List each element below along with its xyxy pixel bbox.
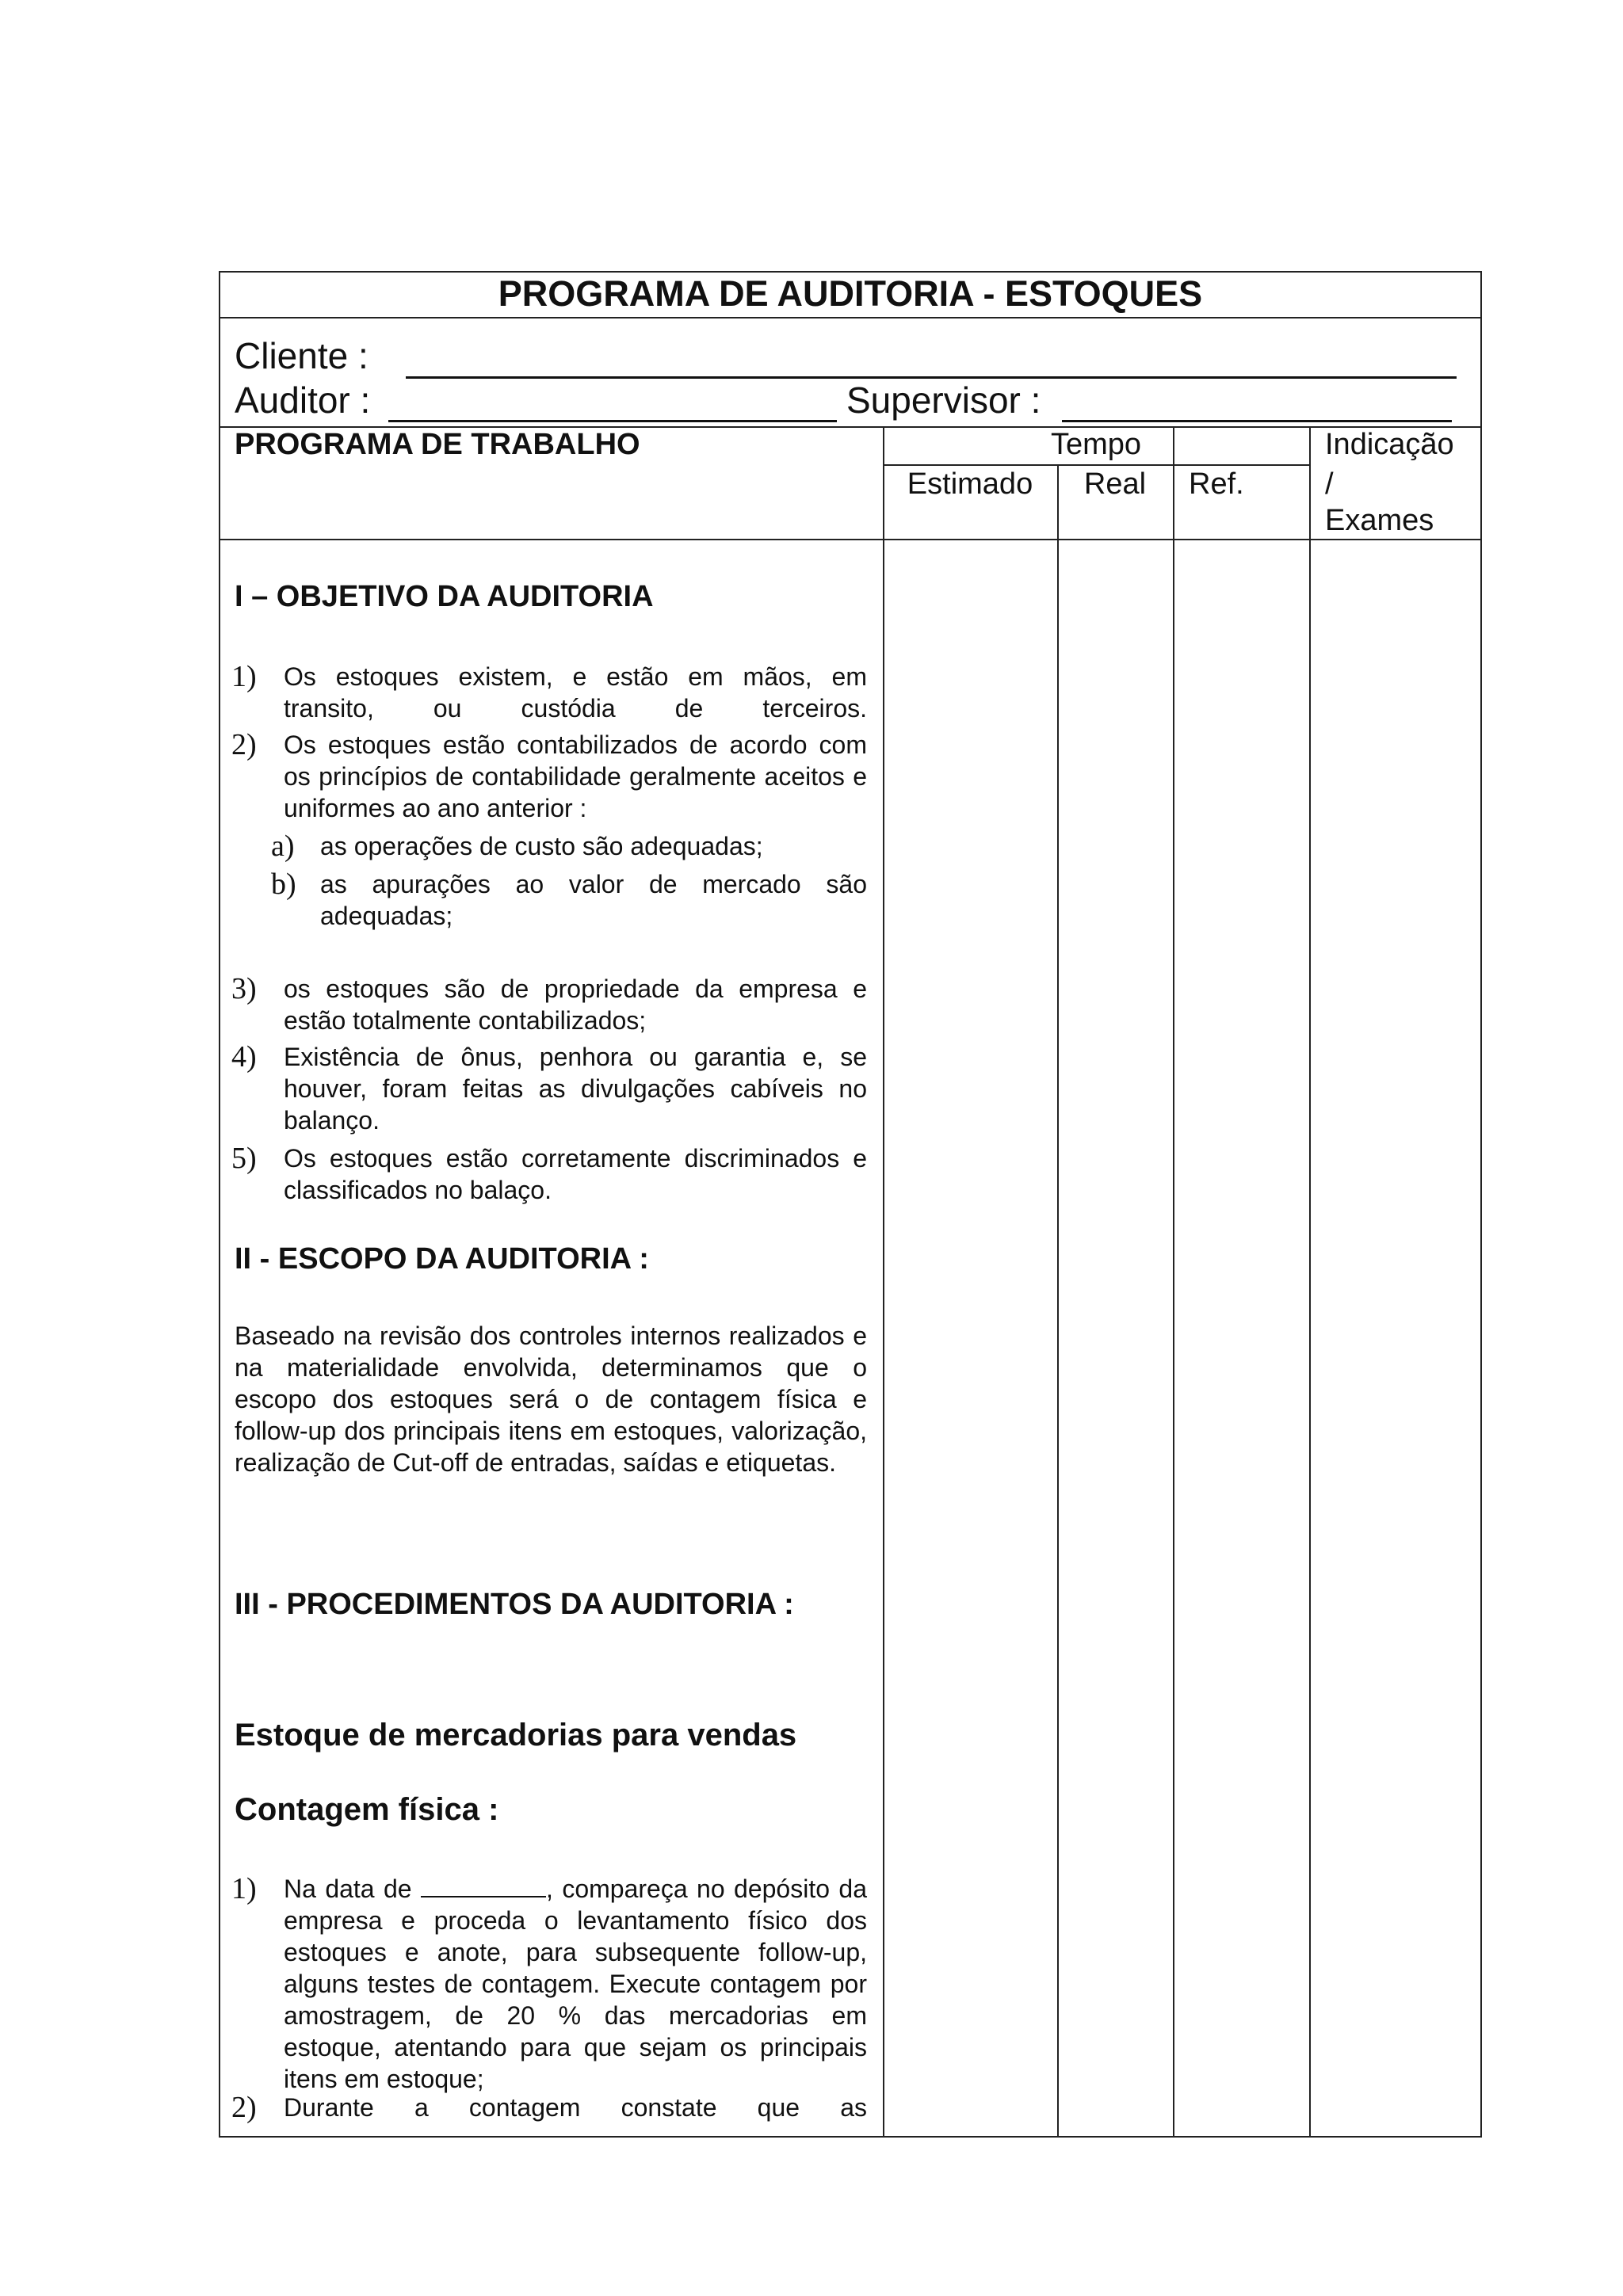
cliente-label: Cliente :	[235, 335, 369, 376]
objective-item: Existência de ônus, penhora ou garantia e, se houver, foram feitas as divulgações cabíveis no balanço.	[284, 1043, 867, 1135]
title-divider	[219, 317, 1482, 318]
procedure-text: Na data de	[284, 1875, 412, 1903]
col-tempo-header: Tempo	[1050, 428, 1142, 461]
auditor-field[interactable]	[388, 420, 837, 422]
subitem-letter: b)	[271, 868, 296, 901]
item-number: 4)	[231, 1040, 257, 1074]
objective-item: Os estoques estão corretamente discriminados e classificados no balaço.	[284, 1144, 867, 1204]
col-divider-program	[883, 426, 884, 2138]
item-number: 5)	[231, 1142, 257, 1175]
section-objetivo-heading: I – OBJETIVO DA AUDITORIA	[235, 580, 654, 613]
item-number: 2)	[231, 2091, 257, 2124]
objective-subitem: as apurações ao valor de mercado são adequadas;	[320, 870, 867, 930]
col-estimado-header: Estimado	[907, 467, 1033, 501]
date-blank-field[interactable]	[421, 1874, 546, 1897]
procedure-item	[284, 1873, 867, 2095]
objective-item: Os estoques estão contabilizados de acordo com os princípios de contabilidade geralmente aceitos e uniformes ao ano anterior :	[284, 730, 867, 822]
col-indicacao-header-line1: Indicação	[1325, 428, 1454, 461]
col-divider-real	[1173, 426, 1174, 2138]
col-indicacao-header-line2: /	[1325, 467, 1334, 501]
subitem-letter: a)	[271, 830, 295, 863]
header-divider	[219, 539, 1482, 540]
item-number: 2)	[231, 728, 257, 761]
tempo-divider	[883, 464, 1309, 466]
supervisor-label: Supervisor :	[846, 379, 1041, 421]
auditor-label: Auditor :	[235, 379, 371, 421]
item-number: 1)	[231, 660, 257, 693]
page-title: PROGRAMA DE AUDITORIA - ESTOQUES	[498, 273, 1203, 314]
section-escopo-heading: II - ESCOPO DA AUDITORIA :	[235, 1242, 649, 1276]
supervisor-field[interactable]	[1062, 420, 1452, 422]
objective-item: os estoques são de propriedade da empresa e estão totalmente contabilizados;	[284, 974, 867, 1035]
procedure-item: Durante a contagem constate que as	[284, 2093, 867, 2122]
item-number: 3)	[231, 972, 257, 1005]
subsection-contagem-heading: Contagem física :	[235, 1792, 499, 1827]
section-procedimentos-heading: III - PROCEDIMENTOS DA AUDITORIA :	[235, 1588, 794, 1621]
subsection-mercadorias-heading: Estoque de mercadorias para vendas	[235, 1718, 797, 1753]
col-divider-estimado	[1057, 466, 1059, 2138]
col-real-header: Real	[1083, 467, 1147, 501]
objective-subitem: as operações de custo são adequadas;	[320, 832, 763, 860]
item-number: 1)	[231, 1872, 257, 1905]
col-ref-header: Ref.	[1189, 467, 1244, 501]
col-indicacao-header-line3: Exames	[1325, 504, 1434, 537]
scope-paragraph: Baseado na revisão dos controles internos realizados e na materialidade envolvida, determinamos que o escopo dos estoques será o de contagem física e follow-up dos principais itens em estoques, valorização, realização de Cut-off de entradas, saídas e etiquetas.	[235, 1322, 867, 1477]
objective-item: Os estoques existem, e estão em mãos, em transito, ou custódia de terceiros.	[284, 662, 867, 723]
col-divider-ref	[1309, 426, 1311, 2138]
col-program-header: PROGRAMA DE TRABALHO	[235, 428, 640, 461]
procedure-text: , compareça no depósito da empresa e proceda o levantamento físico dos estoques e anote, para subsequente follow-up, alguns testes de contagem. Execute contagem por amostragem, de 20 % das mercadorias em estoque, atentando para que sejam os principais itens em estoque;	[284, 1875, 868, 2093]
